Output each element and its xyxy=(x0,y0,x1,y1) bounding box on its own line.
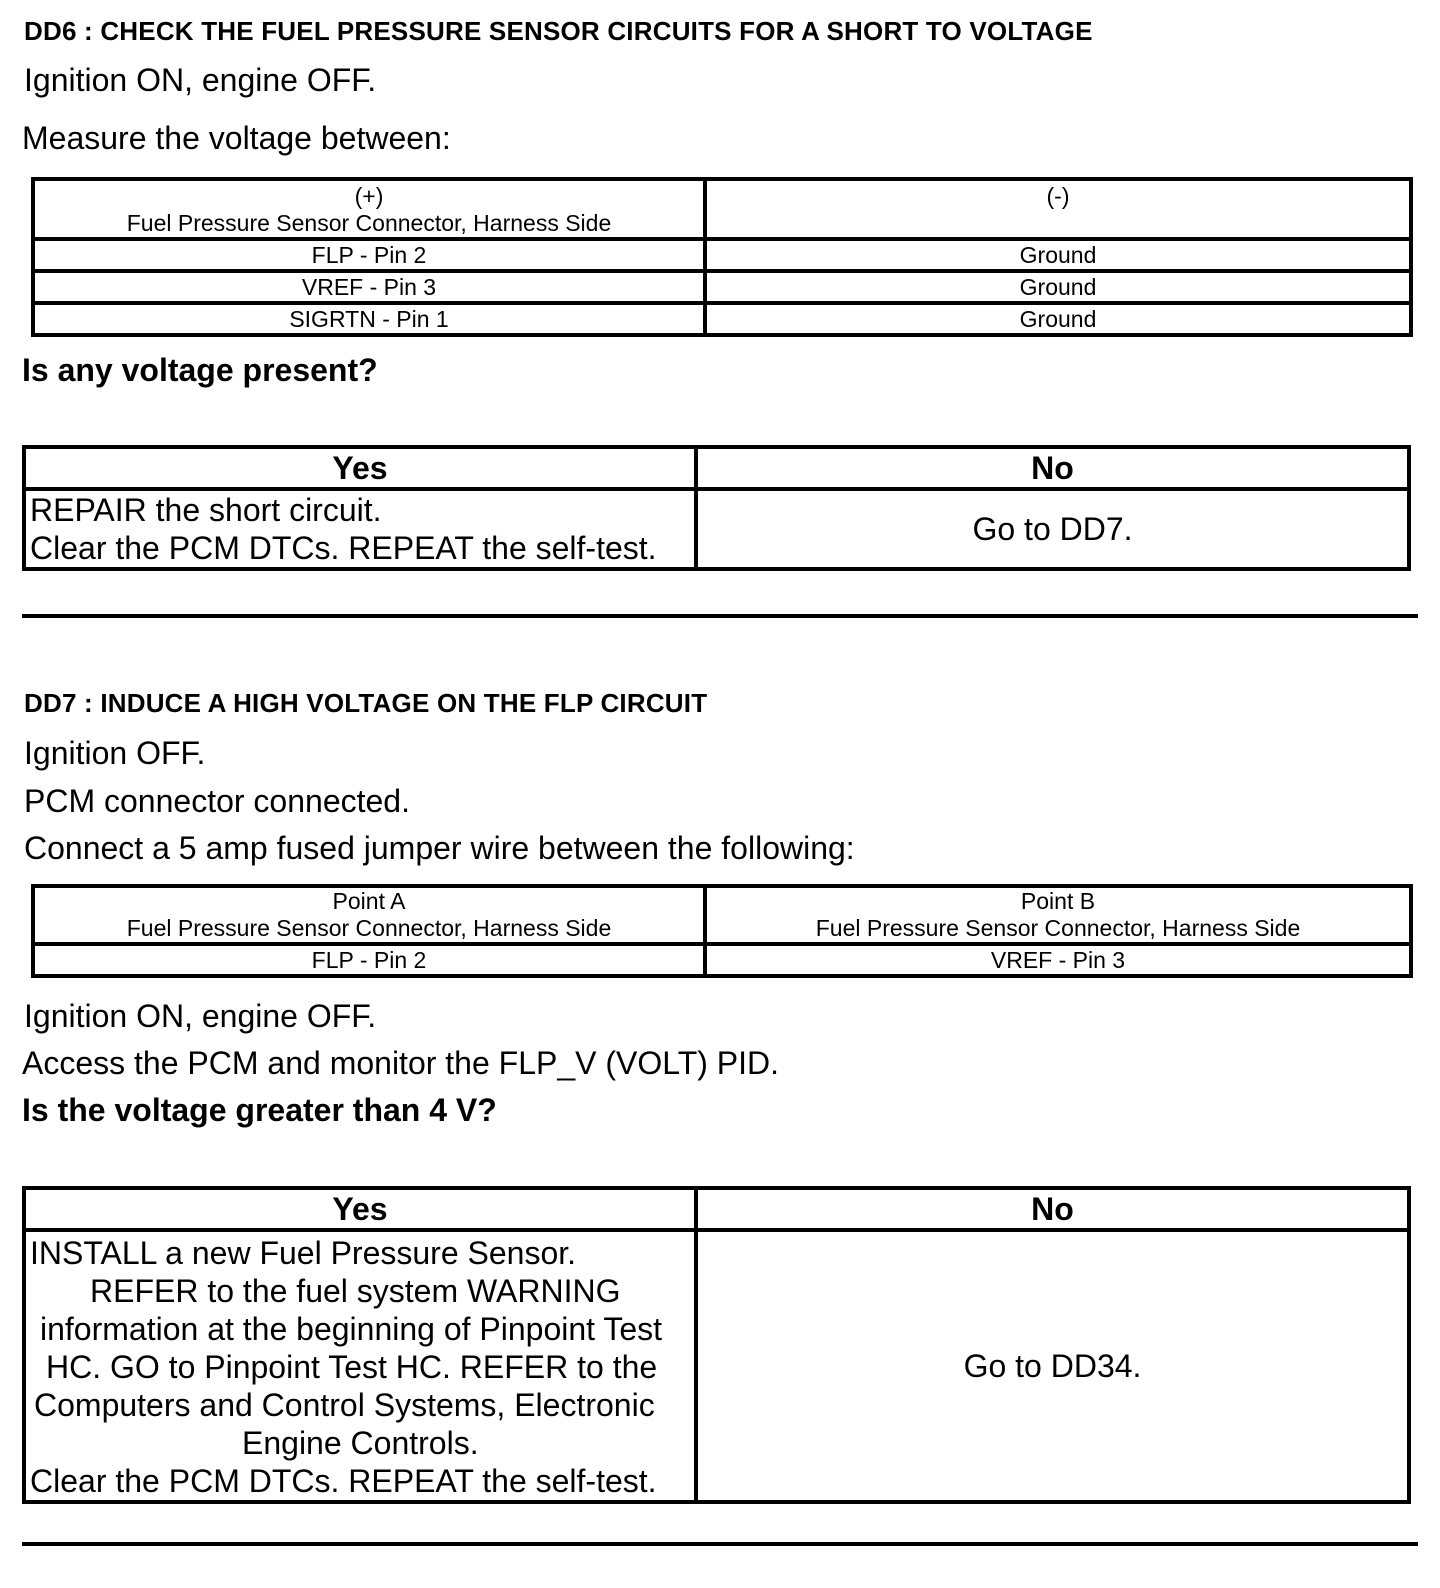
dd7-result-row xyxy=(24,1230,1409,1502)
dd7-step-jumper: Connect a 5 amp fused jumper wire between the following: xyxy=(24,830,855,866)
yes-header: Yes xyxy=(24,1188,696,1230)
no-action-cell: Go to DD7. xyxy=(696,489,1409,569)
yes-action-line: REPAIR the short circuit. xyxy=(30,492,382,528)
dd7-step-monitor-pid: Access the PCM and monitor the FLP_V (VOLT) PID. xyxy=(22,1045,780,1081)
measure-plus-cell: FLP - Pin 2 xyxy=(33,239,705,271)
dd7-result-header-row xyxy=(24,1188,1409,1230)
table-row xyxy=(33,239,1411,271)
dd6-question: Is any voltage present? xyxy=(22,352,378,388)
dd6-result-row xyxy=(24,489,1409,569)
header-plus-label: (+) xyxy=(354,183,384,209)
dd6-step-measure: Measure the voltage between: xyxy=(22,120,451,156)
dd7-jumper-header-row xyxy=(33,886,1411,944)
no-action-cell: Go to DD34. xyxy=(696,1230,1409,1502)
dd6-measure-table xyxy=(31,177,1413,337)
jumper-header-point-a xyxy=(33,886,705,944)
jumper-header-point-b xyxy=(705,886,1411,944)
dd6-measure-header-row xyxy=(33,179,1411,239)
yes-action-line: REFER to the fuel system WARNING xyxy=(90,1273,621,1309)
yes-action-line: Engine Controls. xyxy=(242,1425,479,1461)
header-plus-sub: Fuel Pressure Sensor Connector, Harness Side xyxy=(126,210,612,236)
dd7-step-ignition-on: Ignition ON, engine OFF. xyxy=(24,998,377,1034)
point-b-label: Point B xyxy=(1020,888,1096,914)
dd7-jumper-table xyxy=(31,884,1413,978)
yes-action-line: HC. GO to Pinpoint Test HC. REFER to the xyxy=(46,1349,658,1385)
dd6-measure-header-plus xyxy=(33,179,705,239)
section-divider xyxy=(22,614,1418,618)
no-header: No xyxy=(696,1188,1409,1230)
dd6-result-table xyxy=(22,445,1411,571)
dd6-step-ignition: Ignition ON, engine OFF. xyxy=(24,62,377,98)
measure-plus-cell: VREF - Pin 3 xyxy=(33,271,705,303)
dd6-heading: DD6 : CHECK THE FUEL PRESSURE SENSOR CIRCUITS FOR A SHORT TO VOLTAGE xyxy=(24,16,1093,46)
yes-header: Yes xyxy=(24,447,696,489)
section-divider xyxy=(22,1542,1418,1546)
measure-minus-cell: Ground xyxy=(705,239,1411,271)
dd6-result-header-row xyxy=(24,447,1409,489)
table-row xyxy=(33,944,1411,976)
yes-action-line: Clear the PCM DTCs. REPEAT the self-test. xyxy=(30,530,657,566)
measure-minus-cell: Ground xyxy=(705,271,1411,303)
table-row xyxy=(33,271,1411,303)
dd6-measure-header-minus: (-) xyxy=(705,179,1411,239)
dd7-question: Is the voltage greater than 4 V? xyxy=(22,1092,497,1128)
no-header: No xyxy=(696,447,1409,489)
yes-action-line: information at the beginning of Pinpoint Test xyxy=(40,1311,663,1347)
yes-action-line: Computers and Control Systems, Electronic xyxy=(34,1387,655,1423)
jumper-point-b-cell: VREF - Pin 3 xyxy=(705,944,1411,976)
yes-action-line: Clear the PCM DTCs. REPEAT the self-test. xyxy=(30,1463,657,1499)
measure-minus-cell: Ground xyxy=(705,303,1411,335)
table-row xyxy=(33,303,1411,335)
point-b-sub: Fuel Pressure Sensor Connector, Harness Side xyxy=(815,915,1301,941)
dd7-heading: DD7 : INDUCE A HIGH VOLTAGE ON THE FLP CIRCUIT xyxy=(24,688,708,718)
measure-plus-cell: SIGRTN - Pin 1 xyxy=(33,303,705,335)
dd7-step-ignition-off: Ignition OFF. xyxy=(24,735,206,771)
yes-action-cell xyxy=(24,489,696,569)
point-a-sub: Fuel Pressure Sensor Connector, Harness Side xyxy=(126,915,612,941)
yes-action-cell xyxy=(24,1230,696,1502)
yes-action-line: INSTALL a new Fuel Pressure Sensor. xyxy=(30,1235,577,1271)
dd7-step-pcm-connector: PCM connector connected. xyxy=(24,783,410,819)
point-a-label: Point A xyxy=(332,888,406,914)
dd7-result-table xyxy=(22,1186,1411,1504)
jumper-point-a-cell: FLP - Pin 2 xyxy=(33,944,705,976)
